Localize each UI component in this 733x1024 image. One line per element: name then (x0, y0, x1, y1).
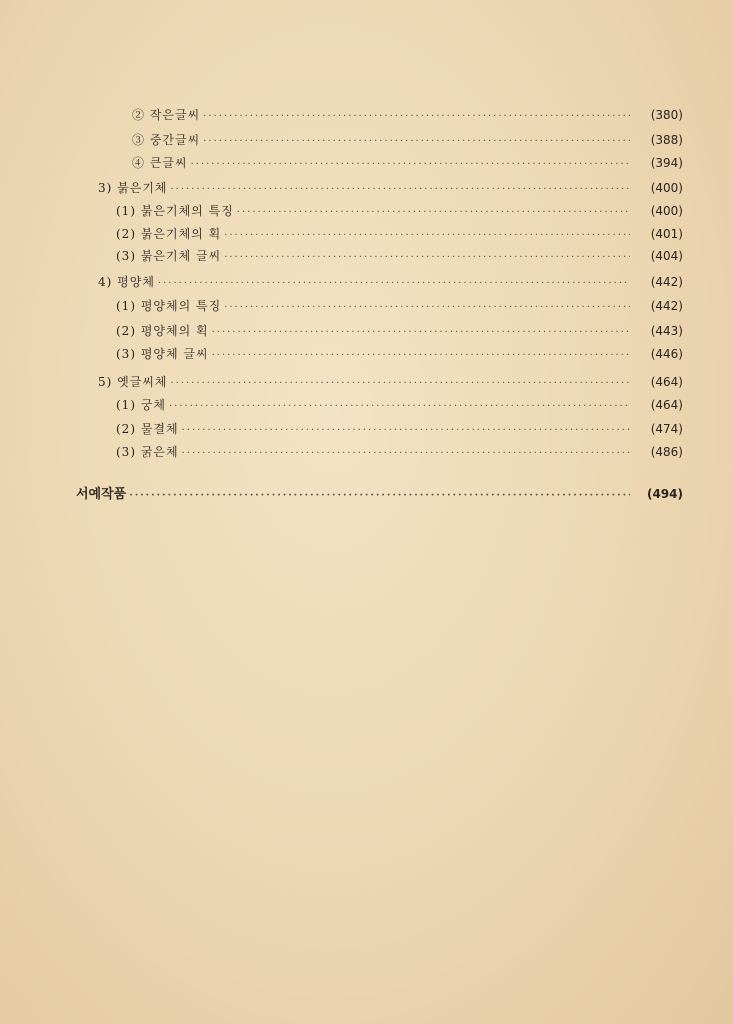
toc-entry-label: 3) 붉은기체 (98, 181, 168, 195)
leader-dots (129, 490, 630, 501)
toc-entry-page: (494) (646, 487, 683, 501)
leader-dots (158, 278, 630, 289)
leader-dots (171, 378, 631, 389)
toc-entry-page: (400) (650, 204, 683, 218)
toc-entry-label: 4) 평양체 (98, 275, 155, 289)
toc-entry-label: (1) 평양체의 특징 (116, 299, 222, 313)
leader-dots (212, 350, 630, 361)
toc-entry (98, 273, 683, 290)
leader-dots (191, 159, 630, 170)
leader-dots (224, 230, 630, 241)
toc-entry (132, 131, 683, 148)
toc-entry-page: (474) (650, 422, 683, 436)
toc-entry (132, 106, 683, 123)
leader-dots (237, 207, 630, 218)
toc-entry-page: (464) (650, 375, 683, 389)
toc-entry (116, 297, 683, 314)
toc-entry (116, 247, 683, 264)
leader-dots (203, 111, 630, 122)
toc-entry (98, 373, 683, 390)
leader-dots (203, 136, 630, 147)
toc-entry (116, 202, 683, 219)
leader-dots (171, 184, 631, 195)
toc-entry-page: (380) (650, 108, 683, 122)
leader-dots (169, 401, 630, 412)
toc-entry-label: ④ 큰글씨 (132, 156, 188, 170)
toc-entry (116, 345, 683, 362)
toc-entry-page: (394) (650, 156, 683, 170)
toc-entry-page: (442) (650, 275, 683, 289)
toc-entry (116, 225, 683, 242)
leader-dots (224, 252, 630, 263)
leader-dots (182, 425, 630, 436)
toc-entry (116, 443, 683, 460)
leader-dots (182, 448, 630, 459)
toc-entry-label: (3) 붉은기체 글씨 (116, 249, 222, 263)
toc-entry-label: (3) 굵은체 (116, 445, 179, 459)
toc-entry (116, 396, 683, 413)
toc-entry-label: ③ 중간글씨 (132, 133, 201, 147)
toc-entry (116, 322, 683, 339)
toc-entry-artworks (76, 483, 683, 502)
leader-dots (224, 302, 630, 313)
toc-entry-label: 5) 옛글씨체 (98, 375, 168, 389)
toc-entry-label: (1) 붉은기체의 특징 (116, 204, 234, 218)
toc-entry-page: (486) (650, 445, 683, 459)
toc-entry-page: (464) (650, 398, 683, 412)
toc-entry-label: (2) 붉은기체의 획 (116, 227, 222, 241)
toc-entry-label: (2) 물결체 (116, 422, 179, 436)
toc-entry-page: (400) (650, 181, 683, 195)
toc-entry (132, 154, 683, 171)
leader-dots (212, 327, 630, 338)
toc-entry-label: (3) 평양체 글씨 (116, 347, 209, 361)
toc-entry (116, 420, 683, 437)
toc-entry-page: (404) (650, 249, 683, 263)
toc-entry-label: 서예작품 (76, 487, 127, 502)
toc-entry-page: (401) (650, 227, 683, 241)
toc-entry (98, 179, 683, 196)
toc-entry-label: ② 작은글씨 (132, 108, 201, 122)
toc-entry-page: (442) (650, 299, 683, 313)
toc-entry-page: (388) (650, 133, 683, 147)
toc-entry-page: (443) (650, 324, 683, 338)
toc-entry-label: (1) 궁체 (116, 398, 166, 412)
toc-entry-label: (2) 평양체의 획 (116, 324, 209, 338)
toc-entry-page: (446) (650, 347, 683, 361)
